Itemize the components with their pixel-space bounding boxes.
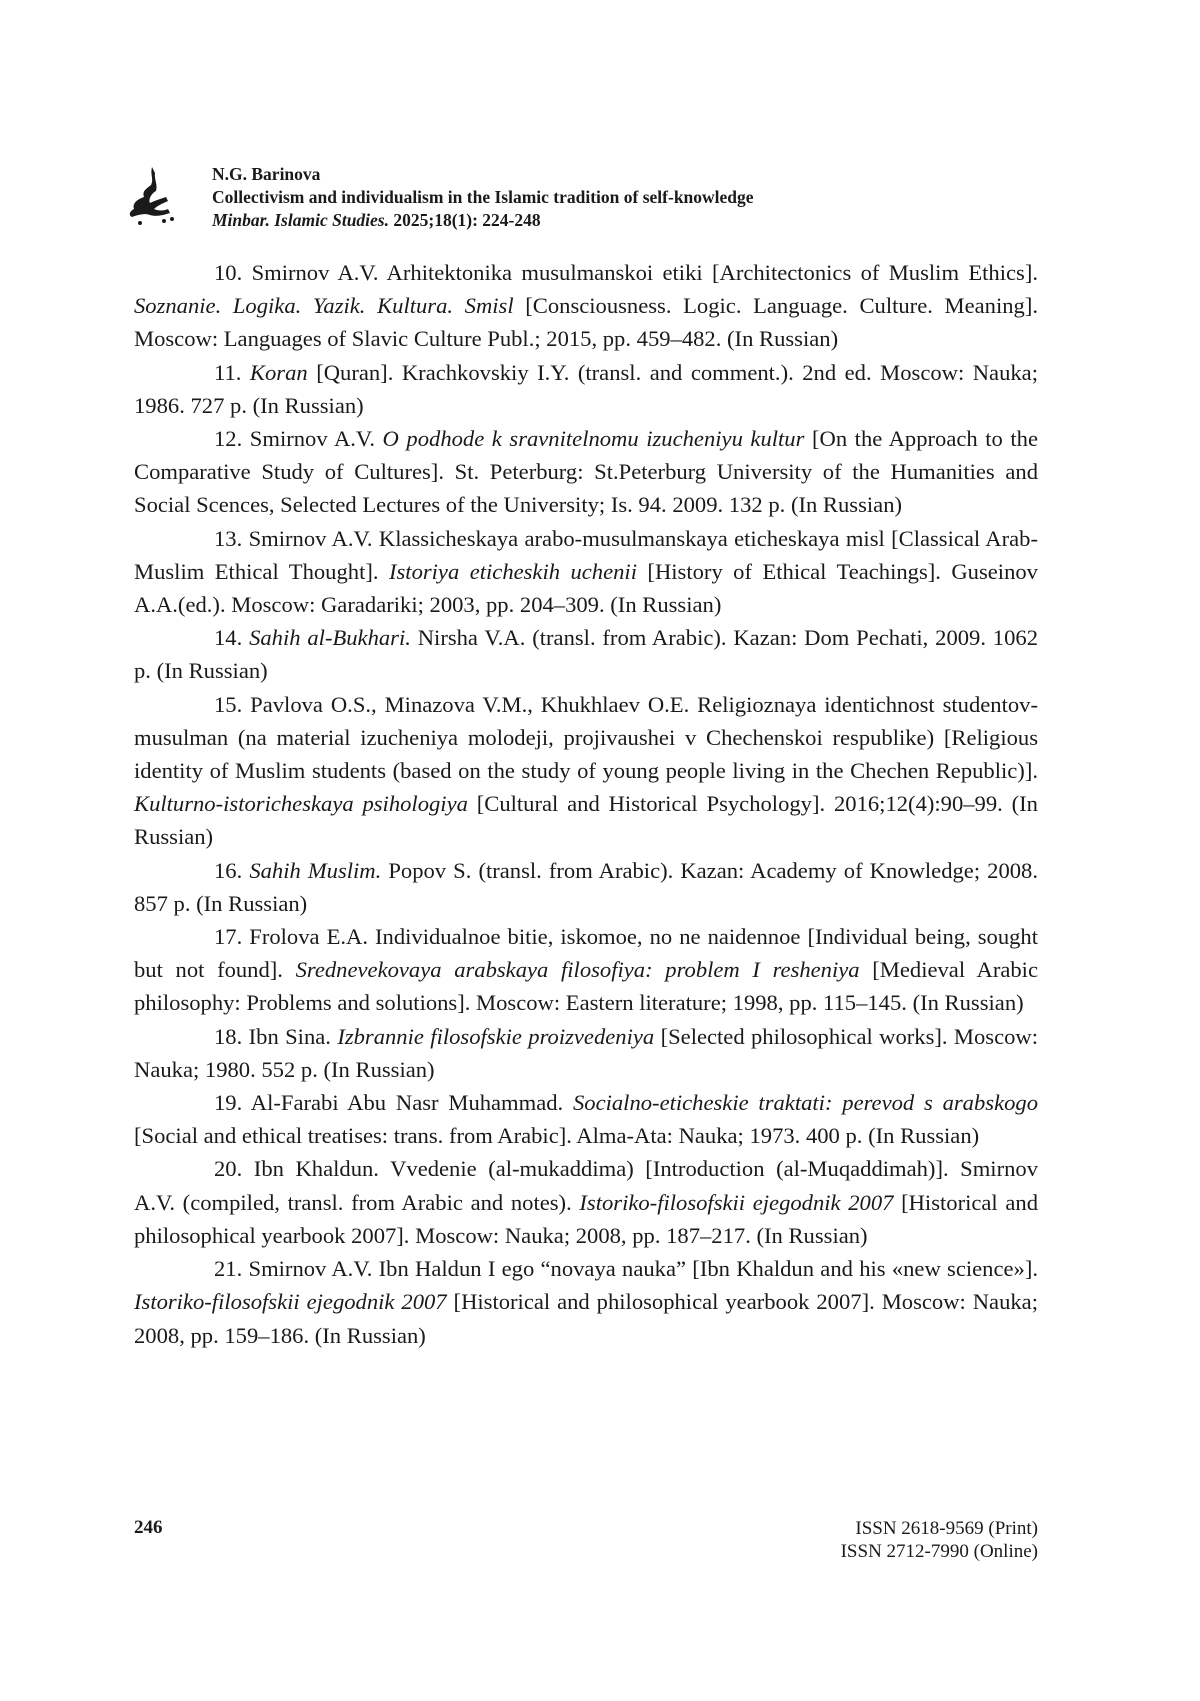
header-citation: 2025;18(1): 224-248 [389, 210, 541, 230]
reference-title-italic: Soznanie. Logika. Yazik. Kultura. Smisl [134, 293, 514, 318]
reference-item [134, 1020, 1038, 1086]
reference-text: [On the Approach to the Comparative Study of Cultures]. St. Peterburg: St.Peterburg University of the Humanities and Social Scences, Selected Lectures of the University; Is. 94. 2009. 132 p. (In Russian) [134, 426, 1038, 517]
reference-item [134, 621, 1038, 687]
issn-online: ISSN 2712-7990 (Online) [841, 1540, 1038, 1563]
reference-text: 21. Smirnov A.V. Ibn Haldun I ego “novaya nauka” [Ibn Khaldun and his «new science»]. [214, 1256, 1038, 1281]
reference-title-italic: Sahih al-Bukhari. [249, 625, 411, 650]
reference-text: [Social and ethical treatises: trans. from Arabic]. Alma-Ata: Nauka; 1973. 400 p. (In Russian) [134, 1123, 979, 1148]
page-number: 246 [134, 1517, 163, 1539]
reference-item [134, 1252, 1038, 1352]
header-author: N.G. Barinova [212, 163, 1012, 186]
reference-item [134, 256, 1038, 356]
reference-list [134, 256, 1038, 1352]
reference-text: [Cultural and Historical Psychology]. 2016;12(4):90–99. (In Russian) [134, 791, 1038, 849]
reference-text: 19. Al-Farabi Abu Nasr Muhammad. [214, 1090, 573, 1115]
reference-item [134, 688, 1038, 854]
reference-text: 15. Pavlova O.S., Minazova V.M., Khukhlaev O.E. Religioznaya identichnost studentov-musulman (na material izucheniya molodeji, projivaushei v Chechenskoi respublike) [Religious identity of Muslim students (based on the study of young people living in the Chechen Republic)]. [134, 692, 1038, 783]
reference-item [134, 1152, 1038, 1252]
reference-text: 11. [214, 360, 250, 385]
reference-title-italic: Istoriko-filosofskii ejegodnik 2007 [579, 1190, 893, 1215]
reference-title-italic: Istoriya eticheskih uchenii [389, 559, 637, 584]
reference-text: [Historical and philosophical yearbook 2007]. Moscow: Nauka; 2008, pp. 187–217. (In Russian) [134, 1190, 1038, 1248]
header-article-title: Collectivism and individualism in the Islamic tradition of self-knowledge [212, 186, 1012, 209]
reference-title-italic: Socialno-eticheskie traktati: perevod s arabskogo [573, 1090, 1038, 1115]
reference-text: 10. Smirnov A.V. Arhitektonika musulmanskoi etiki [Architectonics of Muslim Ethics]. [214, 260, 1038, 285]
reference-title-italic: Sahih Muslim. [249, 858, 381, 883]
reference-text: [Consciousness. Logic. Language. Culture. Meaning]. Moscow: Languages of Slavic Culture Publ.; 2015, pp. 459–482. (In Russian) [134, 293, 1038, 351]
header-journal-citation [212, 209, 1012, 232]
reference-text: Nirsha V.A. (transl. from Arabic). Kazan: Dom Pechati, 2009. 1062 p. (In Russian) [134, 625, 1038, 683]
reference-title-italic: Srednevekovaya arabskaya filosofiya: problem I resheniya [296, 957, 860, 982]
reference-item [134, 854, 1038, 920]
issn-print: ISSN 2618-9569 (Print) [841, 1517, 1038, 1540]
reference-title-italic: Koran [250, 360, 308, 385]
reference-text: [Historical and philosophical yearbook 2007]. Moscow: Nauka; 2008, pp. 159–186. (In Russian) [134, 1289, 1038, 1347]
reference-text: 18. Ibn Sina. [214, 1024, 337, 1049]
reference-text: [Selected philosophical works]. Moscow: Nauka; 1980. 552 p. (In Russian) [134, 1024, 1038, 1082]
reference-text: [Medieval Arabic philosophy: Problems and solutions]. Moscow: Eastern literature; 1998, pp. 115–145. (In Russian) [134, 957, 1038, 1015]
reference-item [134, 1086, 1038, 1152]
reference-text: 13. Smirnov A.V. Klassicheskaya arabo-musulmanskaya eticheskaya misl [Classical Arab-Muslim Ethical Thought]. [134, 526, 1038, 584]
reference-text: [Quran]. Krachkovskiy I.Y. (transl. and comment.). 2nd ed. Moscow: Nauka; 1986. 727 p. (In Russian) [134, 360, 1038, 418]
reference-item [134, 356, 1038, 422]
reference-title-italic: O podhode k sravnitelnomu izucheniyu kultur [383, 426, 805, 451]
reference-text: 14. [214, 625, 249, 650]
reference-title-italic: Kulturno-istoricheskaya psihologiya [134, 791, 468, 816]
header-journal: Minbar. Islamic Studies. [212, 210, 389, 230]
reference-text: 16. [214, 858, 249, 883]
reference-text: [History of Ethical Teachings]. Guseinov A.A.(ed.). Moscow: Garadariki; 2003, pp. 204–309. (In Russian) [134, 559, 1038, 617]
reference-text: Popov S. (transl. from Arabic). Kazan: Academy of Knowledge; 2008. 857 p. (In Russian) [134, 858, 1038, 916]
reference-text: 20. Ibn Khaldun. Vvedenie (al-mukaddima) [Introduction (al-Muqaddimah)]. Smirnov A.V. (compiled, transl. from Arabic and notes). [134, 1156, 1038, 1214]
reference-title-italic: Istoriko-filosofskii ejegodnik 2007 [134, 1289, 447, 1314]
reference-item [134, 522, 1038, 622]
reference-item [134, 422, 1038, 522]
minbar-logo-icon [124, 165, 180, 225]
reference-text: 12. Smirnov A.V. [214, 426, 383, 451]
reference-item [134, 920, 1038, 1020]
reference-title-italic: Izbrannie filosofskie proizvedeniya [337, 1024, 654, 1049]
reference-text: 17. Frolova E.A. Individualnoe bitie, iskomoe, no ne naidennoe [Individual being, sought but not found]. [134, 924, 1038, 982]
issn-block [841, 1517, 1038, 1563]
